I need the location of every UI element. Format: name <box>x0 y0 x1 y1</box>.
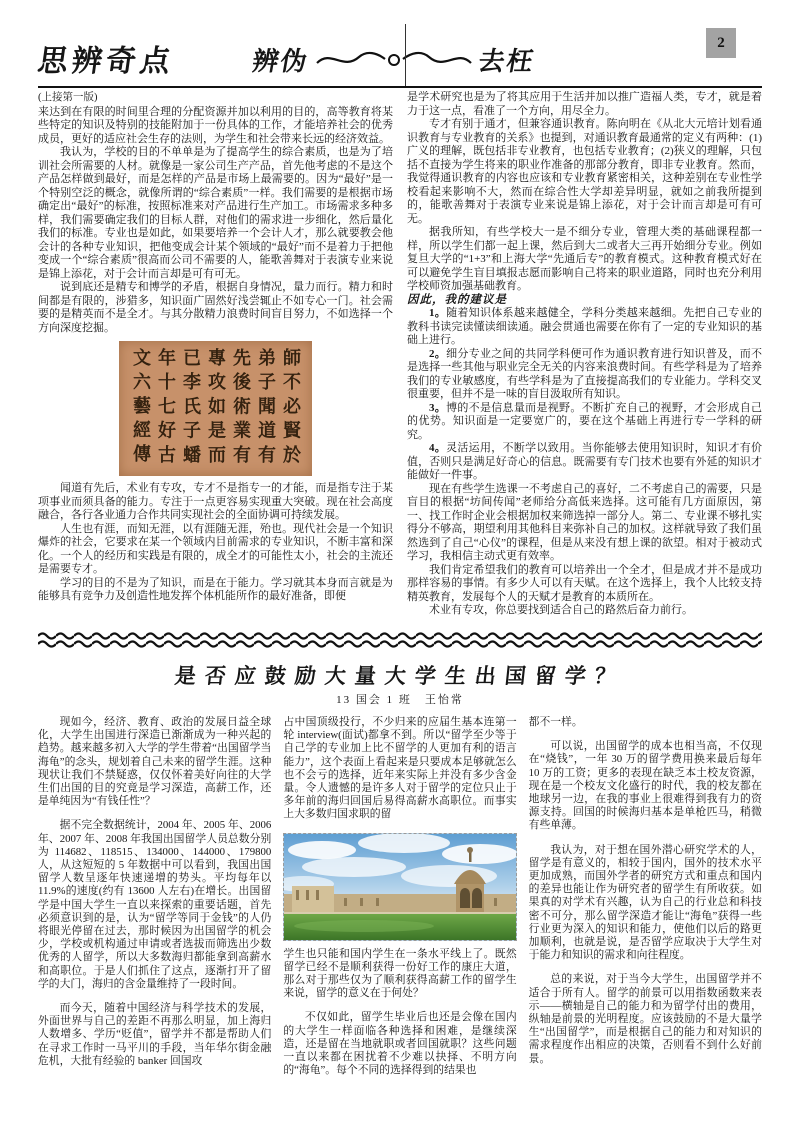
campus-photo <box>283 833 516 941</box>
article-title: 是否应鼓励大量大学生出国留学？ <box>173 664 627 688</box>
top-right-column <box>407 91 762 627</box>
paragraph: 占中国顶级投行，不少归来的应届生基本连第一轮 interview(面试)都拿不到。所以“留学至少等于自己学的专业加上比不留学的人更加有利的语言能力”，这个表面上看起来是只要成本足够就怎么也不会亏的选择，近年来实际上并没有多少含金量。令人遗憾的是许多人对于留学的定位只止于多年前的海归回国后易得高薪水高职位。而事实上大多数归国求职的留 <box>283 716 517 821</box>
suggestion-number: 3。 <box>429 401 447 414</box>
suggestion-text: 随着知识体系越来越健全，学科分类越来越细。先把自己专业的教科书读完读懂读细读通。融会贯通也需要在你有了一定的专业知识的基础上进行。 <box>407 307 762 346</box>
paragraph: 而今天，随着中国经济与科学技术的发展，外面世界与自己的差距不再那么明显，加上海归人数增多、学历“贬值”，留学并不都是帮助人们在寻求工作时一马平川的手段，当年华尔街金融危机，大批有经验的 banker 回国攻 <box>38 1002 272 1067</box>
paragraph: 据不完全数据统计，2004 年、2005 年、2006 年、2007 年、2008 年我国出国留学人员总数分别为 114682、118515、134000、144000、179800 人，从这短短的 5 年数据中可以看到，我国出国留学人数呈逐年快速递增的势头。平均每年以 11.9%的速度(约有 13600 人左右)在增长。出国留学是中国大学生一直以来探索的重要话题，首先必须意识到的是，认为“留学等同于金钱”的人仍将眼光停留在过去，那时候因为出国留学的机会少，学校或机构通过申请或者选拔而筛选出少数优秀的人留学，所以大多数海归都能拿到高薪水和高职位。于是人们抓住了这点，逐渐打开了留学的大门，海归的含金量维持了一段时间。 <box>38 819 272 990</box>
paragraph: 来达到在有限的时间里合理的分配资源并加以利用的目的，高等教育将某些特定的知识及特别的技能附加于一份具体的工作，才能培养社会的优秀成员，更好的适应社会生存的法则，为学生和社会带来长远的经济效益。 <box>38 105 393 145</box>
suggestion-heading: 因此，我的建议是 <box>407 293 507 306</box>
banner-left-label: 辨伪 <box>250 47 312 76</box>
paragraph: 学习的目的不是为了知识，而是在于能力。学习就其本身而言就是为能够具有竞争力及创造性地发挥个体机能所作的最好准备，即便 <box>38 576 393 602</box>
bottom-column-2 <box>283 716 516 1128</box>
paragraph: 是学术研究也是为了将其应用于生活并加以推广造福人类，专才，就是着力于这一点，看准了一个方向，用尽全力。 <box>407 91 762 117</box>
masthead-title: 思辨奇点 <box>35 45 177 78</box>
suggestion-number: 1。 <box>429 307 447 319</box>
paragraph: 可以说，出国留学的成本也相当高，不仅现在“烧钱”，一年 30 万的留学费用换来最后每年 10 万的工资；更多的表现在缺乏本土校友资源，现在是一个校友文化盛行的时代，我的校友都在地球另一边，在我的事业上很难得到我有力的资源支持。回国的时候海归基本是单枪匹马，稍微有些单薄。 <box>528 740 762 832</box>
newspaper-page <box>0 26 800 1128</box>
campus-photo-image <box>284 834 516 940</box>
paragraph: 我认为，对于想在国外潜心研究学术的人，留学是有意义的，相较于国内，国外的技术水平更加成熟，而国外学者的研究方式和重点和国内的差异也能让作为研究者的留学生有所收获。如果真的对学术有兴趣，认为自己的行业总和科技密不可分，那么留学深造才能让“海龟”获得一些行业更为深入的知识和能力，使他们以后的路更加顺利，也就是说，是否留学应取决于大学生对于能力和知识的需求和向往程度。 <box>528 843 762 962</box>
suggestion-number: 4。 <box>429 442 447 454</box>
paragraph: 总的来说，对于当今大学生，出国留学并不适合于所有人。留学的前景可以用指数函数来表示——横轴是自己的能力和为留学付出的费用，纵轴是前景的光明程度。应该鼓励的不是大量学生“出国留学”，而是根据自己的能力和对知识的需求程度作出相应的决策，否则看不到什么好前景。 <box>528 973 762 1065</box>
paragraph: 我认为，学校的目的不单单是为了提高学生的综合素质，也是为了培训社会所需要的人材。就像是一家公司生产产品，首先他考虑的不是这个产品怎样做到最好，而是怎样的产品是市场上最需要的。因为“最好”是一个特别空泛的概念，就像所谓的“综合素质”一样。我们需要的是根据市场确定出“最好”的标准，按照标准来对产品进行生产加工。市场需求多种多样，我们需要确定我们的目标人群，对他们的需求进一步细化，然后量化我们的标准。专业也是如此，如果要培养一个会计人才，那么就要教会他会计的各种专业知识，把他变成会计某个领域的“最好”而不是着力于把他变成一个“综合素质”很高而公司不需要的人，能歌善舞对于表演专业来说是锦上添花，对于会计而言却是可有可无。 <box>38 146 393 280</box>
suggestion-item <box>407 442 762 483</box>
paragraph: 现如今，经济、教育、政治的发展日益全球化，大学生出国进行深造已渐渐成为一种兴起的趋势。越来越多初入大学的学生带着“出国留学当海龟”的念头，规划着自己未来的留学生涯。这种现状让我们不禁疑惑，仅仅怀着美好向往的大学生们出国的目的究竟是学习深造，高薪工作，还是单纯因为“有钱任性”？ <box>38 716 272 808</box>
paragraph: 人生也有涯，而知无涯，以有涯随无涯，殆也。现代社会是一个知识爆炸的社会，它要求在某一个领域内目前需求的专业知识，不断丰富和深化。一个人的经历和实践是有限的，成全才的可能性太小，社会的主流还是需要专才。 <box>38 522 393 575</box>
suggestion-text: 灵活运用，不断学以致用。当你能够去使用知识时，知识才有价值，否则只是满足好奇心的信息。既需要有专门技术也要有外延的知识才能做好一件事。 <box>407 442 762 481</box>
wavy-divider <box>38 631 762 649</box>
top-section <box>38 88 762 627</box>
bottom-column-3 <box>529 716 762 1128</box>
paragraph: 都不一样。 <box>528 716 583 728</box>
paragraph: 闻道有先后，术业有专攻，专才不是指专一的才能，而是指专注于某项事业而须具备的能力。专注于一点更容易实现重大突破。现在社会高度融合，各行各业通力合作共同实现社会的全面协调可持续发展。 <box>38 482 393 521</box>
scroll-flourish-icon <box>315 47 473 73</box>
header-vertical-rule <box>405 24 406 86</box>
paragraph: 学生也只能和国内学生在一条水平线上了。既然留学已经不是顺利获得一份好工作的康庄大道，那么对于那些仅为了顺利获得高薪工作的留学生来说，留学的意义在于何处？ <box>283 947 517 1000</box>
bottom-section <box>38 716 762 1128</box>
suggestion-text: 细分专业之间的共同学科便可作为通识教育进行知识普及，而不是选择一些其他与职业完全无关的内容来浪费时间。有些学科是为了培养我们的专业敏感度，有些学科是为了直接提高我们的专业能力。学科交叉很重要，但并不是一味的盲目汲取所有知识。 <box>407 347 762 400</box>
paragraph: 术业有专攻，你总要找到适合自己的路然后奋力前行。 <box>429 604 693 616</box>
page-number-badge: 2 <box>706 28 736 58</box>
calligraphy-plaque: 師不必賢於弟子聞道有先後術業有專攻如是而已李氏子蟠年十七好古文六藝經傳 <box>119 341 312 476</box>
paragraph: 专才有别于通才，但兼容通识教育。陈向明在《从北大元培计划看通识教育与专业教育的关系》也提到，对通识教育最通常的定义有两种：(1)广义的理解，既包括非专业教育，也包括专业教育；(2)狭义的理解，只包括不直接为学生将来的职业作准备的那部分教育，即非专业教育。然而，我觉得通识教育的内容也应该和专业教育紧密相关，这种差别在专业性学校看起来影响不大，然而在综合性大学却差异明显，就如之前我所提到的，能歌善舞对于表演专业来说是锦上添花，对于会计而言却是可有可无。 <box>407 118 762 225</box>
paragraph: 现在有些学生选课一不考虑自己的喜好，二不考虑自己的需要，只是盲目的根据“坊间传闻”老师给分高低来选择。这可能有几方面原因，第一、找工作时企业会根据加权来筛选掉一部分人。第二、专业课不够扎实得分不够高，期望利用其他科目来弥补自己的加权。这样就导致了我们虽然选到了自己“心仪”的课程，但是从来没有想上课的欲望。相对于被动式学习，我相信主动式更有效率。 <box>407 482 762 562</box>
suggestion-text: 博的不是信息量而是视野。不断扩充自己的视野，才会形成自己的优势。知识面是一定要宽广的，要在这个基础上再进行专一学科的研究。 <box>407 401 762 441</box>
suggestion-number: 2。 <box>429 347 447 360</box>
suggestion-item <box>407 307 762 348</box>
paragraph: 不仅如此，留学生毕业后也还是会像在国内的大学生一样面临各种选择和困难，是继续深造，还是留在当地就职或者回国就职？这些问题一直以来都在困扰着不少难以抉择、不明方向的“海龟”。每个不同的选择得到的结果也 <box>283 1011 517 1077</box>
page-header <box>35 26 762 88</box>
article-byline: 13 国会 1 班 王怡常 <box>336 694 464 706</box>
header-banner <box>250 41 538 78</box>
top-left-column <box>38 91 393 627</box>
banner-right-label: 去枉 <box>476 47 538 76</box>
bottom-column-1 <box>38 716 271 1128</box>
paragraph: 我们肯定希望我们的教育可以培养出一个全才，但是成才并不是成功那样容易的事情。有多少人可以有天赋。在这个选择上，我个人比较支持精英教育，发展每个人的天赋才是教育的本质所在。 <box>407 563 762 603</box>
paragraph: 据我所知，有些学校大一是不细分专业，管理大类的基础课程都一样，所以学生们都一起上课，然后到大二或者大三再开始细分专业。例如复旦大学的“1+3”和上海大学“先通后专”的教育模式。这种教育模式好在可以避免学生盲目填报志愿而影响自己将来的职业道路，同时也充分利用学校师资加强基础教育。 <box>407 226 762 292</box>
paragraph: 说到底还是精专和博学的矛盾，根据自身情况，量力而行。精力和时间都是有限的，涉猎多，知识面广固然好浅尝辄止不如专心一门。社会需要的是精英而不是全才。与其分散精力浪费时间盲目努力，不如选择一个方向深度挖掘。 <box>38 281 393 334</box>
continuation-note: (上接第一版) <box>38 92 98 103</box>
suggestion-item <box>407 402 762 443</box>
suggestion-item <box>407 348 762 402</box>
